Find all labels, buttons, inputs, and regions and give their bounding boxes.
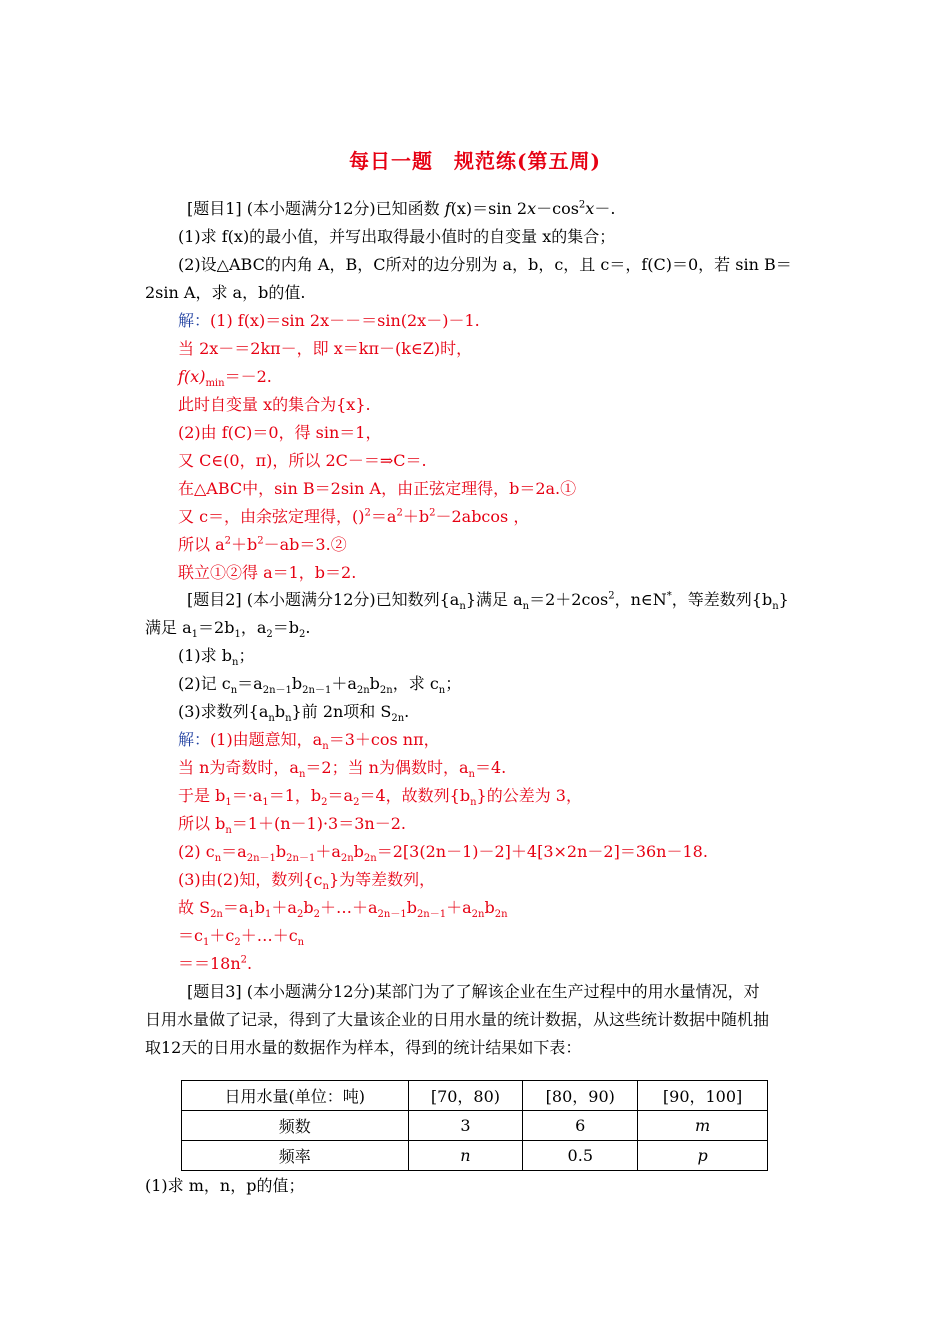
solution-1-line-5: (2)由 f(C)＝0，得 sin＝1， bbox=[178, 423, 382, 442]
solution-2-line-3: 于是 $b_1=\cdot a_1=1$，$b_2=a_2=4$，故数列$\{b_n\}$的公差为 3， bbox=[178, 786, 582, 809]
page-title: 每日一题 规范练(第五周) bbox=[349, 149, 601, 173]
table-cell: [80，90) bbox=[523, 1081, 638, 1111]
problem-3-stem: [题目3] (本小题满分12分)某部门为了了解该企业在生产过程中的用水量情况，对 bbox=[187, 982, 760, 1001]
table-cell: n bbox=[408, 1141, 523, 1171]
problem-score: (本小题满分12分) bbox=[246, 590, 376, 609]
problem-tag: [题目3] bbox=[187, 982, 242, 1001]
problem-2-question-3: (3)求数列$\{a_nb_n\}$前 2n项和 $S_{2n}$. bbox=[178, 702, 410, 725]
problem-2-stem: [题目2] (本小题满分12分)已知数列$\{a_n\}$满足 $a_n=2+2\cos^2$，n∈N*，等差数列$\{b_n\}$ bbox=[187, 590, 789, 613]
problem-1-question-2: (2)设△ABC的内角 A，B，C所对的边分别为 a，b，c，且 c＝，f(C)＝0，若 sin B＝ bbox=[178, 255, 792, 274]
solution-1-line-2: 当 2x－＝2kπ－，即 x＝kπ－(k∈Z)时， bbox=[178, 339, 473, 358]
problem-tag: [题目1] bbox=[187, 199, 242, 218]
solution-2-line-4: 所以 $b_n=1+(n-1)\cdot 3=3n-2$. bbox=[178, 814, 406, 837]
solution-1-line-6: 又 C∈(0，π)，所以 2C－＝⇒C＝. bbox=[178, 451, 427, 470]
solution-2-line-6: (3)由(2)知，数列$\{c_n\}$为等差数列， bbox=[178, 870, 436, 893]
problem-1-question-1: (1)求 f(x)的最小值，并写出取得最小值时的自变量 x的集合； bbox=[178, 227, 616, 246]
solution-1-line-1: 解：(1) f(x)＝sin 2x－－＝sin(2x－)－1. bbox=[178, 311, 480, 330]
solution-2-line-2: 当 n为奇数时，$a_n=2$；当 n为偶数时，$a_n=4$. bbox=[178, 758, 507, 781]
solution-1-line-10: 联立①②得 a＝1，b＝2. bbox=[178, 563, 357, 582]
table-cell: [90，100] bbox=[638, 1081, 768, 1111]
table-cell: 3 bbox=[408, 1111, 523, 1141]
solution-label: 解： bbox=[178, 311, 211, 330]
problem-score: (本小题满分12分) bbox=[246, 199, 376, 218]
table-cell: 6 bbox=[523, 1111, 638, 1141]
table-row bbox=[182, 1141, 768, 1171]
problem-1-stem: [题目1] (本小题满分12分)已知函数 f(x)＝sin $2x-\cos^2x-$. bbox=[187, 199, 616, 218]
problem-3-question-1: (1)求 m，n，p的值； bbox=[145, 1176, 305, 1195]
table-cell: 0.5 bbox=[523, 1141, 638, 1171]
problem-2-stem-cont: 满足 $a_1=2b_1$，$a_2=b_2$. bbox=[145, 618, 311, 641]
solution-1-line-3: $f(x)_{min}=-2$. bbox=[178, 367, 272, 390]
table-cell: m bbox=[638, 1111, 768, 1141]
table-cell: 频率 bbox=[182, 1141, 409, 1171]
problem-3-stem-line-2: 日用水量做了记录，得到了大量该企业的日用水量的统计数据，从这些统计数据中随机抽 bbox=[145, 1010, 770, 1029]
problem-tag: [题目2] bbox=[187, 590, 242, 609]
solution-1-line-7: 在△ABC中，sin B＝2sin A，由正弦定理得，b＝2a.① bbox=[178, 479, 577, 498]
problem-score: (本小题满分12分) bbox=[246, 982, 376, 1001]
solution-1-line-8: 又 c＝，由余弦定理得，$()^2=a^2+b^2-2abcos$ ， bbox=[178, 507, 530, 526]
solution-label: 解： bbox=[178, 730, 211, 749]
water-usage-table bbox=[181, 1080, 768, 1171]
table-cell: 频数 bbox=[182, 1111, 409, 1141]
table-cell: [70，80) bbox=[408, 1081, 523, 1111]
problem-2-question-1: (1)求 $b_n$； bbox=[178, 646, 255, 669]
solution-2-line-7: 故 $S_{2n}=a_1b_1+a_2b_2+\dots+a_{2n-1}b_{2n-1}+a_{2n}b_{2n}$ bbox=[178, 898, 508, 921]
problem-3-stem-line-3: 取12天的日用水量的数据作为样本，得到的统计结果如下表： bbox=[145, 1038, 582, 1057]
solution-2-line-8: $=c_1+c_2+\dots+c_n$ bbox=[178, 926, 305, 949]
problem-2-question-2: (2)记 $c_n=a_{2n-1}b_{2n-1}+a_{2n}b_{2n}$，求 $c_n$； bbox=[178, 674, 462, 697]
table-header-row bbox=[182, 1081, 768, 1111]
problem-1-question-2-cont: 2sin A，求 a，b的值. bbox=[145, 283, 306, 302]
table-cell: p bbox=[638, 1141, 768, 1171]
table-cell: 日用水量(单位：吨) bbox=[182, 1081, 409, 1111]
solution-1-line-4: 此时自变量 x的集合为{x}. bbox=[178, 395, 371, 414]
solution-2-line-1: 解：(1)由题意知，$a_n=3+\cos$ nπ， bbox=[178, 730, 440, 753]
solution-2-line-9: $==18n^2$. bbox=[178, 954, 253, 973]
table-row bbox=[182, 1111, 768, 1141]
solution-2-line-5: (2) $c_n=a_{2n-1}b_{2n-1}+a_{2n}b_{2n}=2[3(2n-1)-2]+4[3\times 2n-2]=36n-18$. bbox=[178, 842, 708, 865]
solution-1-line-9: 所以 $a^2+b^2-ab=3.②$ bbox=[178, 535, 347, 554]
